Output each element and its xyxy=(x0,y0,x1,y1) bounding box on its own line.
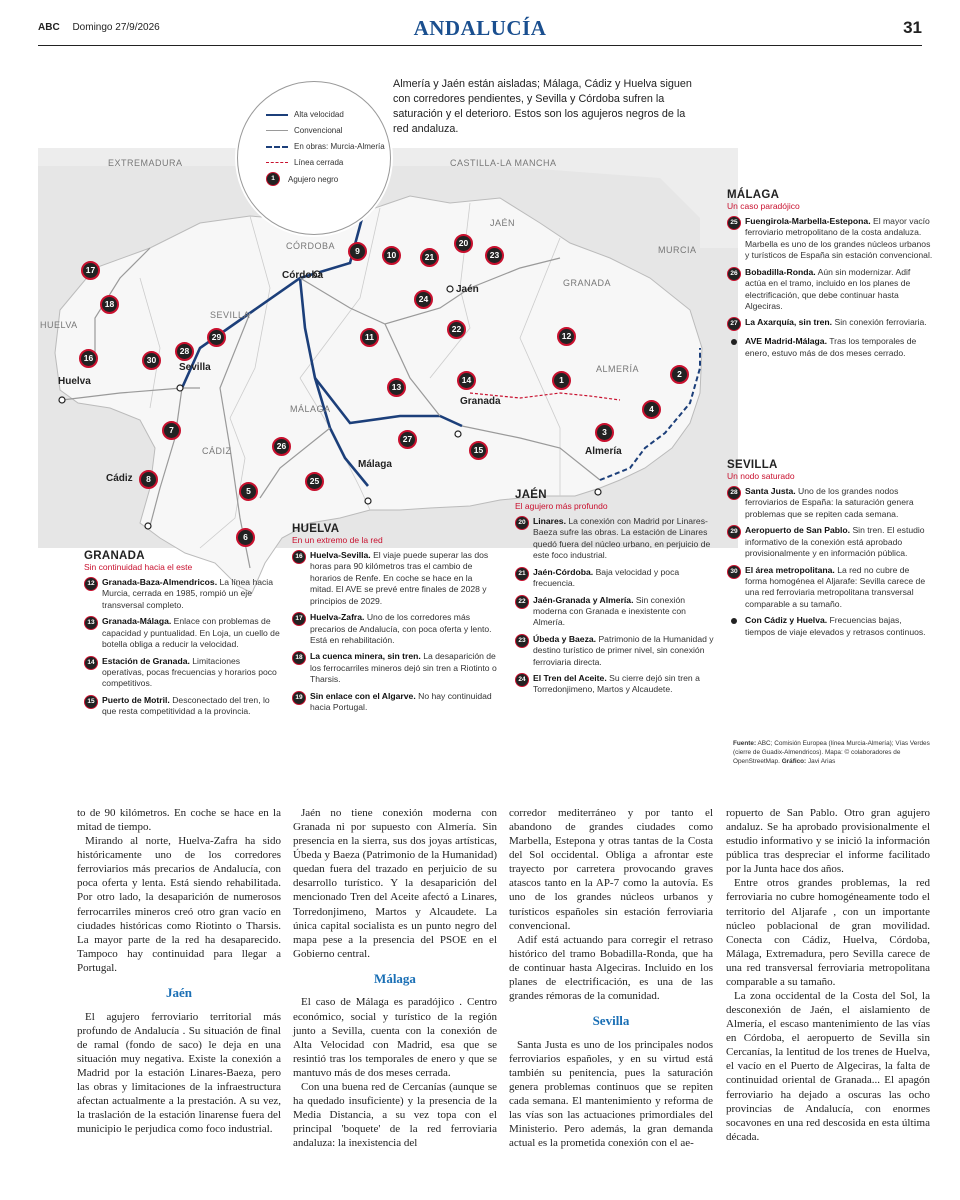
panel-item xyxy=(292,550,497,607)
region-label: HUELVA xyxy=(40,320,78,330)
item-text: Sin conexión moderna con Granada e inexistente con Almería. xyxy=(533,594,686,628)
panel-granada xyxy=(84,550,284,723)
hole-badge: 25 xyxy=(305,472,324,491)
city-label: Córdoba xyxy=(282,270,324,281)
hole-badge: 2 xyxy=(670,365,689,384)
panel-huelva xyxy=(292,523,497,718)
city-label: Almería xyxy=(585,446,622,457)
region-label: ALMERÍA xyxy=(596,364,640,374)
item-title: El área metropolitana. xyxy=(745,564,835,575)
legend-row xyxy=(266,172,338,186)
item-text: La red no cubre de forma homogénea el Aljarafe: Sevilla carece de una red ferroviaria metropolitana transversal comparable a su tamaño. xyxy=(745,564,926,609)
city-label: Jaén xyxy=(456,284,479,295)
item-text: Tras los temporales de enero, estuvo más de dos meses cerrado. xyxy=(745,336,917,358)
city-label: Cádiz xyxy=(106,473,133,484)
item-text: Aún sin modernizar. Adif actúa en el tramo, incluido en los planes de electrificación, que debe continuar hasta Algeciras. xyxy=(745,266,911,311)
item-badge: 14 xyxy=(84,656,98,670)
hole-badge: 21 xyxy=(420,248,439,267)
hole-badge: 30 xyxy=(142,351,161,370)
paragraph: La zona occidental de la Costa del Sol, la desconexión de Jaén, el aislamiento de Almería, el escaso mantenimiento de las vías en Córdoba, el aeropuerto de Sevilla sin Cercanías, la lentitud de los trenes de Huelva, el vacío en el Puerto de Algeciras, la falta de continuidad oriental de Granada... El apagón ferroviario ha dejado a oscuras las ocho provincias de Andalucía, con enormes socavones en una red descosida en esta última década. xyxy=(726,990,930,1143)
conventional-swatch xyxy=(266,130,288,131)
legend-row xyxy=(266,126,342,135)
panel-item xyxy=(727,267,933,313)
panel-subtitle: En un extremo de la red xyxy=(292,535,383,545)
panel-title: JAÉN xyxy=(515,489,547,501)
panel-item xyxy=(292,651,497,685)
item-badge: 30 xyxy=(727,565,741,579)
hole-badge: 8 xyxy=(139,470,158,489)
item-badge: 13 xyxy=(84,616,98,630)
panel-title: HUELVA xyxy=(292,523,340,535)
paragraph: Jaén no tiene conexión moderna con Granada ni por supuesto con Almería. Sin presencia en la sierra, sus dos joyas artísticas, Úbeda y Baeza (Patrimonio de la Humanidad) quedan fuera del trazado en perjuicio de su desarrollo turístico. Y la desaparición del mencionado Tren del Aceite afectó a Linares, Torredonjimeno, Martos y Alcaudete. La única capital socialista es un punto negro del mapa pese a la presencia del PSOE en el Gobierno central. xyxy=(293,807,497,960)
item-text: Patrimonio de la Humanidad y destino turístico de primer nivel, sin conexión ferroviaria directa. xyxy=(533,633,714,667)
item-text: Sin tren. El estudio informativo de la conexión está aprobado provisionalmente y en información pública. xyxy=(745,525,925,559)
item-title: Huelva-Sevilla. xyxy=(310,550,371,560)
paragraph: Entre otros grandes problemas, la red ferroviaria no cubre homogéneamente todo el territorio del Aljarafe , con un importante núcleo poblacional de gran movilidad. Conecta con Cádiz, Huelva, Córdoba, Málaga, Extremadura, pero Sevilla carece de una red transversal ferroviaria metropolitana comparable a su tamaño. xyxy=(726,877,930,988)
item-title: Jaén-Granada y Almería. xyxy=(533,594,634,605)
item-title: Granada-Málaga. xyxy=(102,616,172,627)
item-title: Sin enlace con el Algarve. xyxy=(310,690,416,701)
high-speed-swatch xyxy=(266,114,288,116)
panel-item xyxy=(727,486,933,520)
article-column-1 xyxy=(77,806,281,1136)
legend-label: Convencional xyxy=(294,126,343,135)
hole-badge: 23 xyxy=(485,246,504,265)
paragraph: El caso de Málaga es paradójico . Centro económico, social y turístico de la región junto a Sevilla, cuenta con la conexión de Alta Velocidad con Madrid, esa que se resintió tras los temporales de enero y que se mantuvo más de dos meses cerrada. xyxy=(293,996,497,1079)
hole-badge: 17 xyxy=(81,261,100,280)
item-text: Frecuencias bajas, tiempos de viaje elevados y retrasos continuos. xyxy=(745,615,926,637)
item-badge: 24 xyxy=(515,673,529,687)
paragraph: to de 90 kilómetros. En coche se hace en la mitad de tiempo. xyxy=(77,807,281,834)
panel-item xyxy=(727,565,933,611)
item-badge: 17 xyxy=(292,612,306,626)
article-body xyxy=(0,806,960,1200)
item-title: Puerto de Motril. xyxy=(102,694,170,705)
header-date: Domingo 27/9/2026 xyxy=(72,22,160,33)
city-label: Huelva xyxy=(58,376,91,387)
item-text: La conexión con Madrid por Linares-Baeza sufre las obras. La estación de Linares quedó fuera del núcleo urbano, en perjuicio de este foco industrial. xyxy=(533,516,711,561)
source-label: Fuente: xyxy=(733,740,757,747)
region-label: EXTREMADURA xyxy=(108,158,183,168)
item-text: El mayor vacío ferroviario metropolitano de la costa andaluza. Marbella es uno de los grandes núcleos urbanos y turísticos de España sin estación convencional. xyxy=(745,216,933,261)
item-text: Su cierre dejó sin tren a Torredonjimeno, Martos y Alcaudete. xyxy=(533,673,700,695)
panel-item xyxy=(515,595,715,629)
legend-row xyxy=(266,142,385,151)
panel-subtitle: Un nodo saturado xyxy=(727,471,795,481)
panel-item xyxy=(84,656,284,690)
panel-item xyxy=(727,615,933,638)
item-title: La Axarquía, sin tren. xyxy=(745,317,833,328)
panel-subtitle: Sin continuidad hacia el este xyxy=(84,562,193,572)
item-title: Jaén-Córdoba. xyxy=(533,566,594,577)
item-title: AVE Madrid-Málaga. xyxy=(745,336,827,347)
legend-label: En obras: Murcia-Almería xyxy=(294,142,385,151)
hole-badge: 15 xyxy=(469,441,488,460)
section-title: ANDALUCÍA xyxy=(413,16,547,40)
item-text: Baja velocidad y poca frecuencia. xyxy=(533,566,680,589)
item-text: Limitaciones operativas, pocas frecuencias y horarios poco competitivos. xyxy=(102,655,277,689)
item-title: Aeropuerto de San Pablo. xyxy=(745,525,851,536)
item-badge: 20 xyxy=(515,516,529,530)
panel-title: SEVILLA xyxy=(727,459,778,471)
panel-malaga xyxy=(727,189,933,364)
paragraph: Mirando al norte, Huelva-Zafra ha sido históricamente uno de los corredores ferroviarios más precarios de Andalucía, con poca oferta y lenta. Está siendo rehabilitada. Por otro lado, la desaparición de numerosos ferrocarriles mineros creó otro gran vacío en ciudades históricas como Riotinto o Tharsis. La mayor parte de la red ha desaparecido. Tampoco hay continuidad para llegar a Portugal. xyxy=(77,835,281,974)
item-title: Santa Justa. xyxy=(745,486,796,496)
panel-item xyxy=(515,567,715,590)
item-badge: 23 xyxy=(515,634,529,648)
panel-item xyxy=(515,516,715,562)
item-badge: 22 xyxy=(515,595,529,609)
item-text: Uno de los corredores más precarios de Andalucía, con poca oferta y lento. Está en rehabilitación. xyxy=(310,612,492,645)
item-text: Sin conexión ferroviaria. xyxy=(834,317,927,328)
region-label: MURCIA xyxy=(658,245,697,255)
hole-badge: 4 xyxy=(642,400,661,419)
panel-item xyxy=(515,634,715,668)
paragraph: ropuerto de San Pablo. Otro gran agujero andaluz. Se ha aprobado provisionalmente el estudio informativo y se inició la información pública tras despreciar el informe facilitado por la Junta hace dos años. xyxy=(726,807,930,876)
hole-badge: 24 xyxy=(414,290,433,309)
graphic-author: Javi Arias xyxy=(807,757,836,765)
panel-item xyxy=(292,612,497,646)
legend-row xyxy=(266,158,343,167)
hole-badge: 5 xyxy=(239,482,258,501)
item-text: Desconectado del tren, lo que resta competitividad a la provincia. xyxy=(102,694,270,717)
hole-badge: 29 xyxy=(207,328,226,347)
panel-subtitle: El agujero más profundo xyxy=(515,501,608,511)
bullet-icon xyxy=(731,618,737,624)
hole-badge: 6 xyxy=(236,528,255,547)
item-title: Fuengirola-Marbella-Estepona. xyxy=(745,216,871,226)
panel-item xyxy=(727,336,933,359)
legend-label: Línea cerrada xyxy=(294,158,344,167)
panel-item xyxy=(84,616,284,650)
hole-badge: 22 xyxy=(447,320,466,339)
item-badge: 25 xyxy=(727,216,741,230)
item-badge: 21 xyxy=(515,567,529,581)
panel-item xyxy=(84,577,284,611)
item-title: El Tren del Aceite. xyxy=(533,673,607,684)
paragraph: Adif está actuando para corregir el retraso histórico del tramo Bobadilla-Ronda, que ha de continuar hasta Algeciras. Incluido en los planes de electrificación, es una de las grandes rémoras de la comunidad. xyxy=(509,933,713,1003)
city-label: Granada xyxy=(460,396,501,407)
item-text: El viaje puede superar las dos horas para 90 kilómetros tras el cambio de horarios de Renfe. En coche se hace en la mitad. El AVE se prevé entre finales de 2028 y principios de 2029. xyxy=(310,550,489,606)
map-legend xyxy=(237,81,391,235)
item-badge: 29 xyxy=(727,525,741,539)
item-title: Con Cádiz y Huelva. xyxy=(745,615,828,626)
hole-badge: 18 xyxy=(100,295,119,314)
region-label: CÁDIZ xyxy=(202,446,232,456)
paper-name: ABC xyxy=(38,22,60,33)
hole-badge: 12 xyxy=(557,327,576,346)
item-text: Enlace con problemas de capacidad y puntualidad. En Loja, un cuello de botella obliga a reducir la velocidad. xyxy=(102,616,280,650)
item-title: Estación de Granada. xyxy=(102,655,190,666)
legend-row xyxy=(266,110,344,119)
works-swatch xyxy=(266,146,288,148)
legend-label: Alta velocidad xyxy=(294,110,344,119)
hole-badge: 13 xyxy=(387,378,406,397)
item-text: La línea hacia Murcia, cerrada en 1985, rompió un eje transversal completo. xyxy=(102,577,273,610)
hole-badge: 28 xyxy=(175,342,194,361)
page-number: 31 xyxy=(903,18,922,37)
item-badge: 27 xyxy=(727,317,741,331)
panel-item xyxy=(292,691,497,714)
item-title: Bobadilla-Ronda. xyxy=(745,266,816,277)
page-header xyxy=(38,10,922,46)
region-label: CASTILLA-LA MANCHA xyxy=(450,158,557,168)
paragraph: Santa Justa es uno de los principales nodos ferroviarios españoles, y en su virtud está también su penitencia, pues la saturación genera problemas continuos que se repiten cada semana. El mantenimiento y reforma de las vías son las actuaciones primordiales del Ministerio. Pero además, la gran demanda actual es la prometida conexión con el ae- xyxy=(509,1038,713,1150)
hole-badge: 27 xyxy=(398,430,417,449)
item-badge: 18 xyxy=(292,651,306,665)
item-title: Huelva-Zafra. xyxy=(310,612,365,623)
region-label: MÁLAGA xyxy=(290,404,331,414)
city-label: Málaga xyxy=(358,459,392,470)
paragraph: El agujero ferroviario territorial más profundo de Andalucía . Su situación de final de ramal (fondo de saco) le deja en una situación muy negativa. Existe la conexión a Madrid por la estación Linares-Baeza, pero las obras y limitaciones de la infraestructura afectan actualmente a la prestación. A su vez, la traslación de la estación linarense fuera del municipio le perjudica como foco industrial. xyxy=(77,1010,281,1136)
closed-swatch xyxy=(266,162,288,163)
item-title: La cuenca minera, sin tren. xyxy=(310,651,421,662)
panel-sevilla xyxy=(727,459,933,643)
city-label: Sevilla xyxy=(179,362,211,373)
paragraph: corredor mediterráneo y por tanto el abandono de grandes ciudades como Marbella, Estepona y otras tantas de la Costa del Sol occidental. Obliga a afrontar este trayecto por carretera provocando graves atascos tanto en la AP-7 como la autovía. Es uno de los grandes núcleos urbanos y turísticos españoles sin estación ferroviaria convencional. xyxy=(509,807,713,932)
panel-title: MÁLAGA xyxy=(727,189,780,201)
hole-badge: 3 xyxy=(595,423,614,442)
item-title: Granada-Baza-Almendricos. xyxy=(102,577,218,587)
region-label: JAÉN xyxy=(490,218,516,228)
article-column-2 xyxy=(293,806,497,1150)
hole-badge: 10 xyxy=(382,246,401,265)
legend-label: Agujero negro xyxy=(288,174,339,184)
region-label: SEVILLA xyxy=(210,310,251,320)
item-text: La desaparición de los ferrocarriles mineros dejó sin tren a Riotinto o Tharsis. xyxy=(310,651,497,685)
item-text: No hay continuidad hacia Portugal. xyxy=(310,690,492,713)
panel-subtitle: Un caso paradójico xyxy=(727,201,800,211)
hole-badge: 20 xyxy=(454,234,473,253)
hole-badge: 16 xyxy=(79,349,98,368)
item-text: Uno de los grandes nodos ferroviarios de España: la saturación genera problemas que se repiten cada semana. xyxy=(745,486,914,519)
hole-badge: 11 xyxy=(360,328,379,347)
paragraph: Con una buena red de Cercanías (aunque se ha quedado insuficiente) y la presencia de la Media Distancia, a su vez topa con el principal 'boquete' de la red ferroviaria andaluza: la inexistencia del xyxy=(293,1080,497,1150)
hole-badge: 14 xyxy=(457,371,476,390)
subheading: Sevilla xyxy=(592,1013,630,1029)
item-badge: 19 xyxy=(292,691,306,705)
item-badge: 15 xyxy=(84,695,98,709)
graphic-label: Gráfico: xyxy=(781,757,807,765)
source-text: ABC; Comisión Europea (línea Murcia-Almería); Vías Verdes (cierre de Guadix-Almendricos). Mapa: © colaboradores de OpenStreetMap. xyxy=(733,740,930,765)
item-title: Úbeda y Baeza. xyxy=(533,633,597,644)
article-column-3 xyxy=(509,806,713,1150)
bullet-icon xyxy=(731,339,737,345)
panel-item xyxy=(727,525,933,559)
item-badge: 16 xyxy=(292,550,306,564)
hole-badge: 1 xyxy=(552,371,571,390)
article-column-4 xyxy=(726,806,930,1144)
panel-item xyxy=(727,216,933,262)
item-badge: 28 xyxy=(727,486,741,500)
panel-item xyxy=(727,317,933,331)
hole-badge: 7 xyxy=(162,421,181,440)
panel-item xyxy=(515,673,715,696)
subheading: Málaga xyxy=(374,970,416,986)
source-credit xyxy=(733,740,933,767)
region-label: GRANADA xyxy=(563,278,612,288)
panel-item xyxy=(84,695,284,718)
intro-text: Almería y Jaén están aisladas; Málaga, Cádiz y Huelva siguen con corredores pendientes, y Sevilla y Córdoba sufren la saturación y el deterioro. Estos son los agujeros negros de la red andaluza. xyxy=(393,78,692,135)
hole-badge: 26 xyxy=(272,437,291,456)
subheading: Jaén xyxy=(166,984,192,1000)
hole-badge: 9 xyxy=(348,242,367,261)
panel-title: GRANADA xyxy=(84,550,145,562)
item-title: Linares. xyxy=(533,516,566,526)
region-label: CÓRDOBA xyxy=(286,241,336,251)
panel-jaen xyxy=(515,489,715,701)
item-badge: 26 xyxy=(727,267,741,281)
item-badge: 12 xyxy=(84,577,98,591)
hole-badge-swatch: 1 xyxy=(266,172,280,186)
